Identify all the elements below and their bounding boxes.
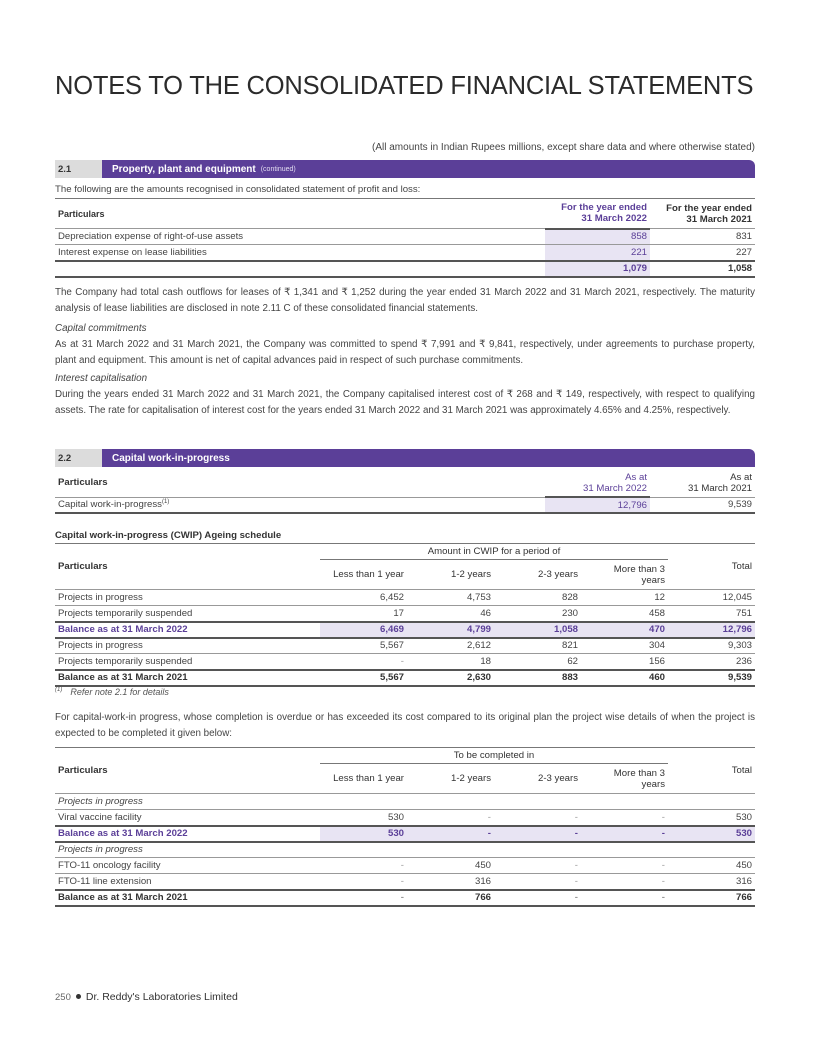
header-line: 31 March 2021 bbox=[686, 213, 752, 225]
col-header-total: Total bbox=[668, 748, 755, 794]
col-header-2022 bbox=[545, 199, 650, 229]
amounts-note: (All amounts in Indian Rupees millions, except share data and where otherwise stated) bbox=[372, 142, 755, 153]
section-header-2-2 bbox=[55, 449, 755, 467]
value-2-3: - bbox=[494, 826, 581, 842]
value-lt1: 5,567 bbox=[379, 672, 404, 683]
completion-table bbox=[55, 747, 755, 907]
value-gt3: 470 bbox=[581, 622, 668, 638]
value-lt1: - bbox=[400, 892, 404, 903]
col-header-gt3 bbox=[581, 560, 668, 590]
cwip-table bbox=[55, 469, 755, 514]
ageing-table bbox=[55, 543, 755, 687]
section-title-text: Property, plant and equipment bbox=[112, 163, 256, 175]
value-2021: 9,539 bbox=[727, 499, 752, 511]
col-header-1-2: 1-2 years bbox=[451, 569, 491, 580]
balance-row bbox=[55, 890, 755, 906]
row-label: Projects in progress bbox=[58, 592, 143, 603]
interest-capitalisation bbox=[55, 371, 755, 419]
value-lt1: 6,469 bbox=[320, 622, 407, 638]
value-total: 766 bbox=[735, 892, 752, 903]
value-1-2: 2,630 bbox=[466, 672, 491, 683]
value-2-3: 821 bbox=[561, 640, 578, 652]
header-line: As at bbox=[730, 471, 752, 483]
row-label: FTO-11 oncology facility bbox=[58, 860, 161, 871]
value-lt1 bbox=[320, 794, 407, 810]
col-header-particulars: Particulars bbox=[55, 748, 320, 794]
section-title bbox=[102, 160, 755, 178]
value-1-2: 4,753 bbox=[466, 592, 491, 603]
row-label: Projects in progress bbox=[58, 844, 143, 856]
value-1-2: 766 bbox=[474, 892, 491, 903]
table-row bbox=[55, 874, 755, 890]
value-1-2: 18 bbox=[480, 655, 491, 667]
company-name: Dr. Reddy's Laboratories Limited bbox=[85, 991, 238, 1003]
table-row bbox=[55, 654, 755, 670]
section-number: 2.1 bbox=[55, 160, 102, 178]
table-row bbox=[55, 858, 755, 874]
value-lt1: 6,452 bbox=[379, 592, 404, 603]
value-1-2: - bbox=[407, 826, 494, 842]
value-2-3: 230 bbox=[561, 607, 578, 619]
value-total: 12,796 bbox=[668, 622, 755, 638]
value-total: 530 bbox=[735, 811, 752, 823]
footnote-text: Refer note 2.1 for details bbox=[70, 687, 169, 697]
value-2021: 227 bbox=[735, 246, 752, 258]
capital-commitments-text: As at 31 March 2022 and 31 March 2021, the Company was committed to spend ₹ 7,991 and ₹ 9,841, respectively, under agreements to purchase property, plant and equipment. This amount is net of capital advances paid in respect of such purchase commitments. bbox=[55, 339, 755, 366]
col-header-2-3: 2-3 years bbox=[538, 773, 578, 784]
value-1-2: 2,612 bbox=[466, 640, 491, 652]
table-row bbox=[55, 810, 755, 826]
value-gt3: - bbox=[661, 860, 665, 871]
value-total bbox=[668, 842, 755, 858]
value-2-3: 883 bbox=[561, 672, 578, 683]
row-label: Projects temporarily suspended bbox=[58, 607, 193, 619]
balance-row bbox=[55, 826, 755, 842]
value-gt3: 12 bbox=[654, 592, 665, 603]
value-2-3: 1,058 bbox=[494, 622, 581, 638]
footnote-mark: (1) bbox=[55, 687, 63, 693]
value-2-3: - bbox=[574, 860, 578, 871]
value-lt1: 17 bbox=[393, 607, 404, 619]
value-gt3: - bbox=[661, 875, 665, 887]
total-2022: 1,079 bbox=[545, 261, 650, 277]
value-total: 9,303 bbox=[727, 640, 752, 652]
balance-row bbox=[55, 622, 755, 638]
value-lt1: 5,567 bbox=[379, 640, 404, 652]
table-row bbox=[55, 245, 755, 261]
header-line: More than 3 bbox=[613, 563, 665, 575]
value-total: 450 bbox=[735, 860, 752, 871]
value-total: 751 bbox=[735, 607, 752, 619]
page-title: NOTES TO THE CONSOLIDATED FINANCIAL STATEMENTS bbox=[55, 72, 754, 100]
value-total: 316 bbox=[735, 875, 752, 887]
col-header-2021 bbox=[650, 469, 755, 497]
continued-label: (continued) bbox=[260, 165, 296, 173]
interest-capitalisation-text: During the years ended 31 March 2022 and 31 March 2021, the Company capitalised interest cost of ₹ 268 and ₹ 149, respectively, with respect to qualifying assets. The rate for capitalisation of interest cost for the years ended 31 March 2022 and 31 March 2021 was approximately 4.65% and 4.25%, respectively. bbox=[55, 389, 755, 416]
value-2-3: - bbox=[574, 892, 578, 903]
value-total bbox=[668, 794, 755, 810]
col-header-total: Total bbox=[668, 544, 755, 590]
row-label: FTO-11 line extension bbox=[58, 875, 152, 887]
value-lt1 bbox=[320, 842, 407, 858]
value-2-3: - bbox=[574, 875, 578, 887]
col-header-2-3: 2-3 years bbox=[538, 569, 578, 580]
value-total: 12,045 bbox=[722, 592, 752, 603]
value-gt3 bbox=[581, 794, 668, 810]
col-header-2022 bbox=[545, 469, 650, 497]
col-header-2021 bbox=[650, 199, 755, 229]
col-header-gt3 bbox=[581, 764, 668, 794]
value-gt3: 458 bbox=[648, 607, 665, 619]
section-number: 2.2 bbox=[55, 449, 102, 467]
value-2-3 bbox=[494, 842, 581, 858]
lease-pl-table bbox=[55, 198, 755, 278]
group-label-row bbox=[55, 842, 755, 858]
overdue-paragraph: For capital-work-in progress, whose completion is overdue or has exceeded its cost compared to its original plan the project wise details of when the project is expected to be completed it given below: bbox=[55, 712, 755, 739]
col-header-1-2: 1-2 years bbox=[451, 773, 491, 784]
page-number: 250 bbox=[55, 992, 71, 1003]
row-label: Projects temporarily suspended bbox=[58, 655, 193, 667]
group-label-row bbox=[55, 794, 755, 810]
value-2021: 831 bbox=[735, 231, 752, 242]
row-label: Viral vaccine facility bbox=[58, 811, 142, 823]
value-gt3: - bbox=[581, 826, 668, 842]
footnote-mark: (1) bbox=[161, 499, 170, 506]
value-2-3 bbox=[494, 794, 581, 810]
value-gt3: - bbox=[661, 811, 665, 823]
col-header-particulars: Particulars bbox=[55, 544, 320, 590]
balance-row bbox=[55, 670, 755, 686]
header-line: For the year ended bbox=[561, 202, 647, 214]
table-row bbox=[55, 229, 755, 245]
group-header: Amount in CWIP for a period of bbox=[320, 544, 668, 560]
value-2022: 858 bbox=[545, 229, 650, 245]
row-label bbox=[55, 261, 545, 277]
capital-commitments bbox=[55, 321, 755, 369]
value-gt3: 156 bbox=[648, 655, 665, 667]
value-1-2: - bbox=[487, 811, 491, 823]
bullet-icon bbox=[76, 994, 81, 999]
value-total: 236 bbox=[735, 655, 752, 667]
table-row bbox=[55, 638, 755, 654]
col-header-lt1: Less than 1 year bbox=[333, 569, 404, 580]
value-2-3: 828 bbox=[561, 592, 578, 603]
value-1-2 bbox=[407, 794, 494, 810]
header-line: years bbox=[641, 778, 665, 790]
total-2021: 1,058 bbox=[727, 263, 752, 274]
row-label: Interest expense on lease liabilities bbox=[58, 246, 207, 258]
value-gt3: 460 bbox=[648, 672, 665, 683]
row-label: Depreciation expense of right-of-use assets bbox=[58, 231, 244, 242]
total-row bbox=[55, 261, 755, 277]
value-2-3: 62 bbox=[567, 655, 578, 667]
header-line: More than 3 bbox=[613, 767, 665, 779]
value-2-3: - bbox=[574, 811, 578, 823]
page-footer bbox=[55, 991, 238, 1003]
row-label: Projects in progress bbox=[58, 796, 143, 807]
value-gt3: - bbox=[661, 892, 665, 903]
table-row bbox=[55, 497, 755, 513]
col-header-particulars: Particulars bbox=[55, 199, 545, 229]
section-title: Capital work-in-progress bbox=[102, 449, 755, 467]
table-row bbox=[55, 590, 755, 606]
section-header-2-1 bbox=[55, 160, 755, 178]
header-line: For the year ended bbox=[666, 202, 752, 214]
value-2022: 12,796 bbox=[545, 497, 650, 513]
value-lt1: - bbox=[400, 655, 404, 667]
row-label: Balance as at 31 March 2021 bbox=[58, 892, 188, 903]
header-line: 31 March 2022 bbox=[583, 482, 647, 494]
header-line: years bbox=[641, 574, 665, 586]
row-label: Projects in progress bbox=[58, 640, 143, 652]
interest-capitalisation-heading: Interest capitalisation bbox=[55, 373, 148, 384]
value-1-2: 316 bbox=[474, 875, 491, 887]
header-line: 31 March 2021 bbox=[688, 482, 752, 494]
value-lt1: 530 bbox=[320, 826, 407, 842]
value-lt1: - bbox=[400, 875, 404, 887]
capital-commitments-heading: Capital commitments bbox=[55, 323, 147, 334]
row-label: Balance as at 31 March 2022 bbox=[58, 624, 188, 635]
value-gt3: 304 bbox=[648, 640, 665, 652]
intro-text: The following are the amounts recognised in consolidated statement of profit and loss: bbox=[55, 184, 421, 195]
row-label: Balance as at 31 March 2021 bbox=[58, 672, 188, 683]
header-line: As at bbox=[625, 471, 647, 483]
footnote bbox=[55, 687, 169, 697]
row-label bbox=[55, 497, 545, 513]
value-1-2: 4,799 bbox=[407, 622, 494, 638]
label-text: Capital work-in-progress bbox=[58, 499, 162, 511]
value-total: 9,539 bbox=[727, 672, 752, 683]
col-header-lt1: Less than 1 year bbox=[333, 773, 404, 784]
leases-paragraph: The Company had total cash outflows for leases of ₹ 1,341 and ₹ 1,252 during the year ended 31 March 2022 and 31 March 2021, respectively. The maturity analysis of lease liabilities are disclosed in note 2.11 C of these consolidated financial statements. bbox=[55, 287, 755, 314]
group-header: To be completed in bbox=[320, 748, 668, 764]
value-1-2: 450 bbox=[474, 860, 491, 871]
ageing-title: Capital work-in-progress (CWIP) Ageing schedule bbox=[55, 530, 282, 541]
row-label: Balance as at 31 March 2022 bbox=[58, 828, 188, 839]
col-header-particulars: Particulars bbox=[55, 469, 545, 497]
value-lt1: 530 bbox=[387, 811, 404, 823]
header-line: 31 March 2022 bbox=[581, 213, 647, 225]
value-lt1: - bbox=[400, 860, 404, 871]
value-1-2: 46 bbox=[480, 607, 491, 619]
value-gt3 bbox=[581, 842, 668, 858]
table-row bbox=[55, 606, 755, 622]
value-2022: 221 bbox=[545, 245, 650, 261]
value-1-2 bbox=[407, 842, 494, 858]
value-total: 530 bbox=[668, 826, 755, 842]
